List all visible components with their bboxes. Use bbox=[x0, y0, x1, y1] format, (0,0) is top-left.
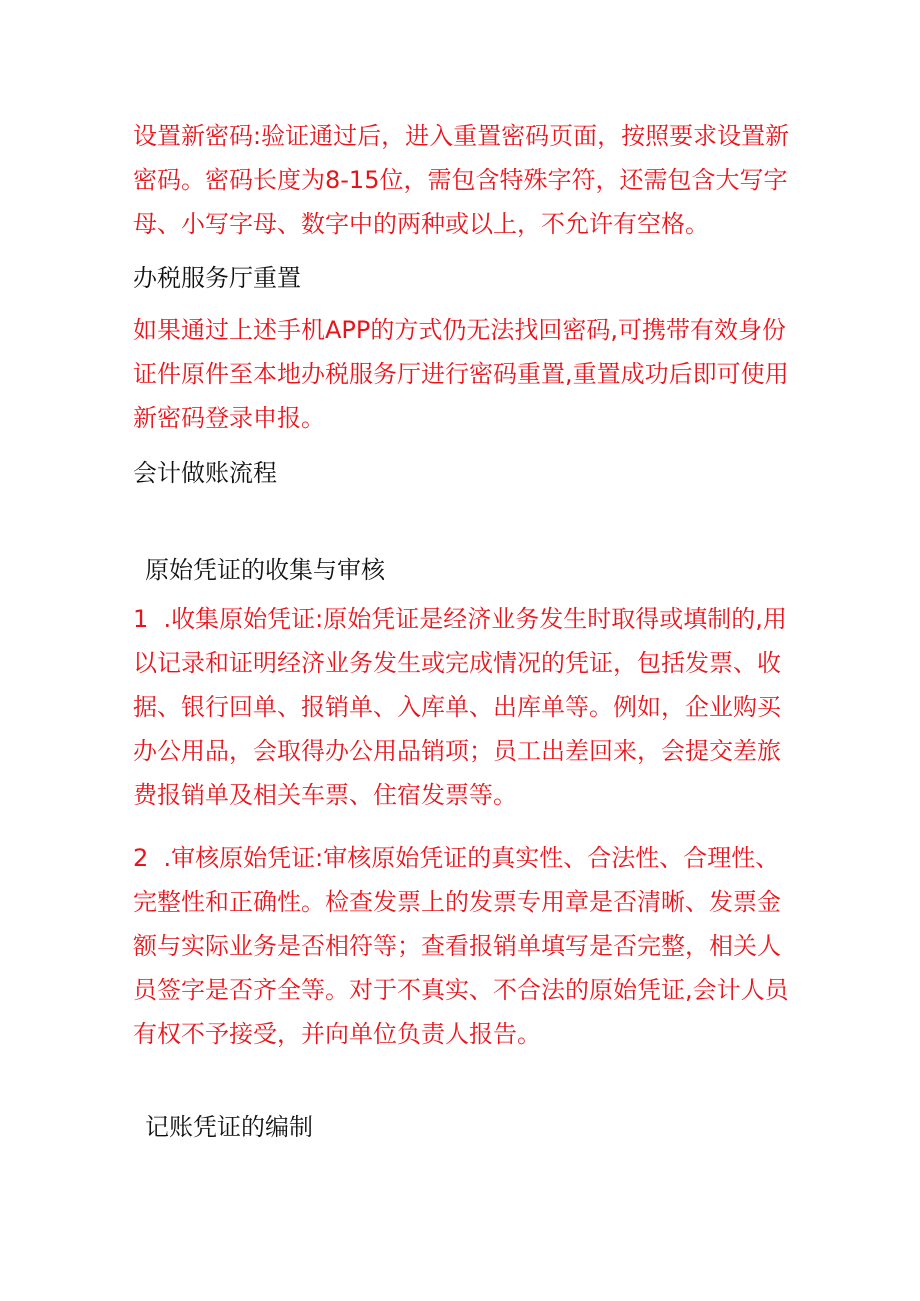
accounting-process-heading: 会计做账流程 bbox=[133, 459, 277, 487]
bookkeeping-voucher-heading: 记账凭证的编制 bbox=[145, 1113, 313, 1141]
tax-hall-reset-heading: 办税服务厅重置 bbox=[133, 264, 301, 292]
original-voucher-heading: 原始凭证的收集与审核 bbox=[145, 556, 385, 584]
collect-voucher-item: 1 .收集原始凭证:原始凭证是经济业务发生时取得或填制的,用以记录和证明经济业务发生或完成情况的凭证，包括发票、收据、银行回单、报销单、入库单、出库单等。例如，企业购买办公用品，会取得办公用品销项；员工出差回来，会提交差旅费报销单及相关车票、住宿发票等。 bbox=[133, 605, 787, 809]
password-setup-paragraph: 设置新密码:验证通过后，进入重置密码页面，按照要求设置新密码。密码长度为8-15位，需包含特殊字符，还需包含大写字母、小写字母、数字中的两种或以上，不允许有空格。 bbox=[133, 122, 790, 238]
review-voucher-item: 2 .审核原始凭证:审核原始凭证的真实性、合法性、合理性、完整性和正确性。检查发票上的发票专用章是否清晰、发票金额与实际业务是否相符等；查看报销单填写是否完整，相关人员签字是否齐全等。对于不真实、不合法的原始凭证,会计人员有权不予接受，并向单位负责人报告。 bbox=[133, 844, 789, 1048]
tax-hall-reset-paragraph: 如果通过上述手机APP的方式仍无法找回密码,可携带有效身份证件原件至本地办税服务厅进行密码重置,重置成功后即可使用新密码登录申报。 bbox=[133, 316, 789, 432]
